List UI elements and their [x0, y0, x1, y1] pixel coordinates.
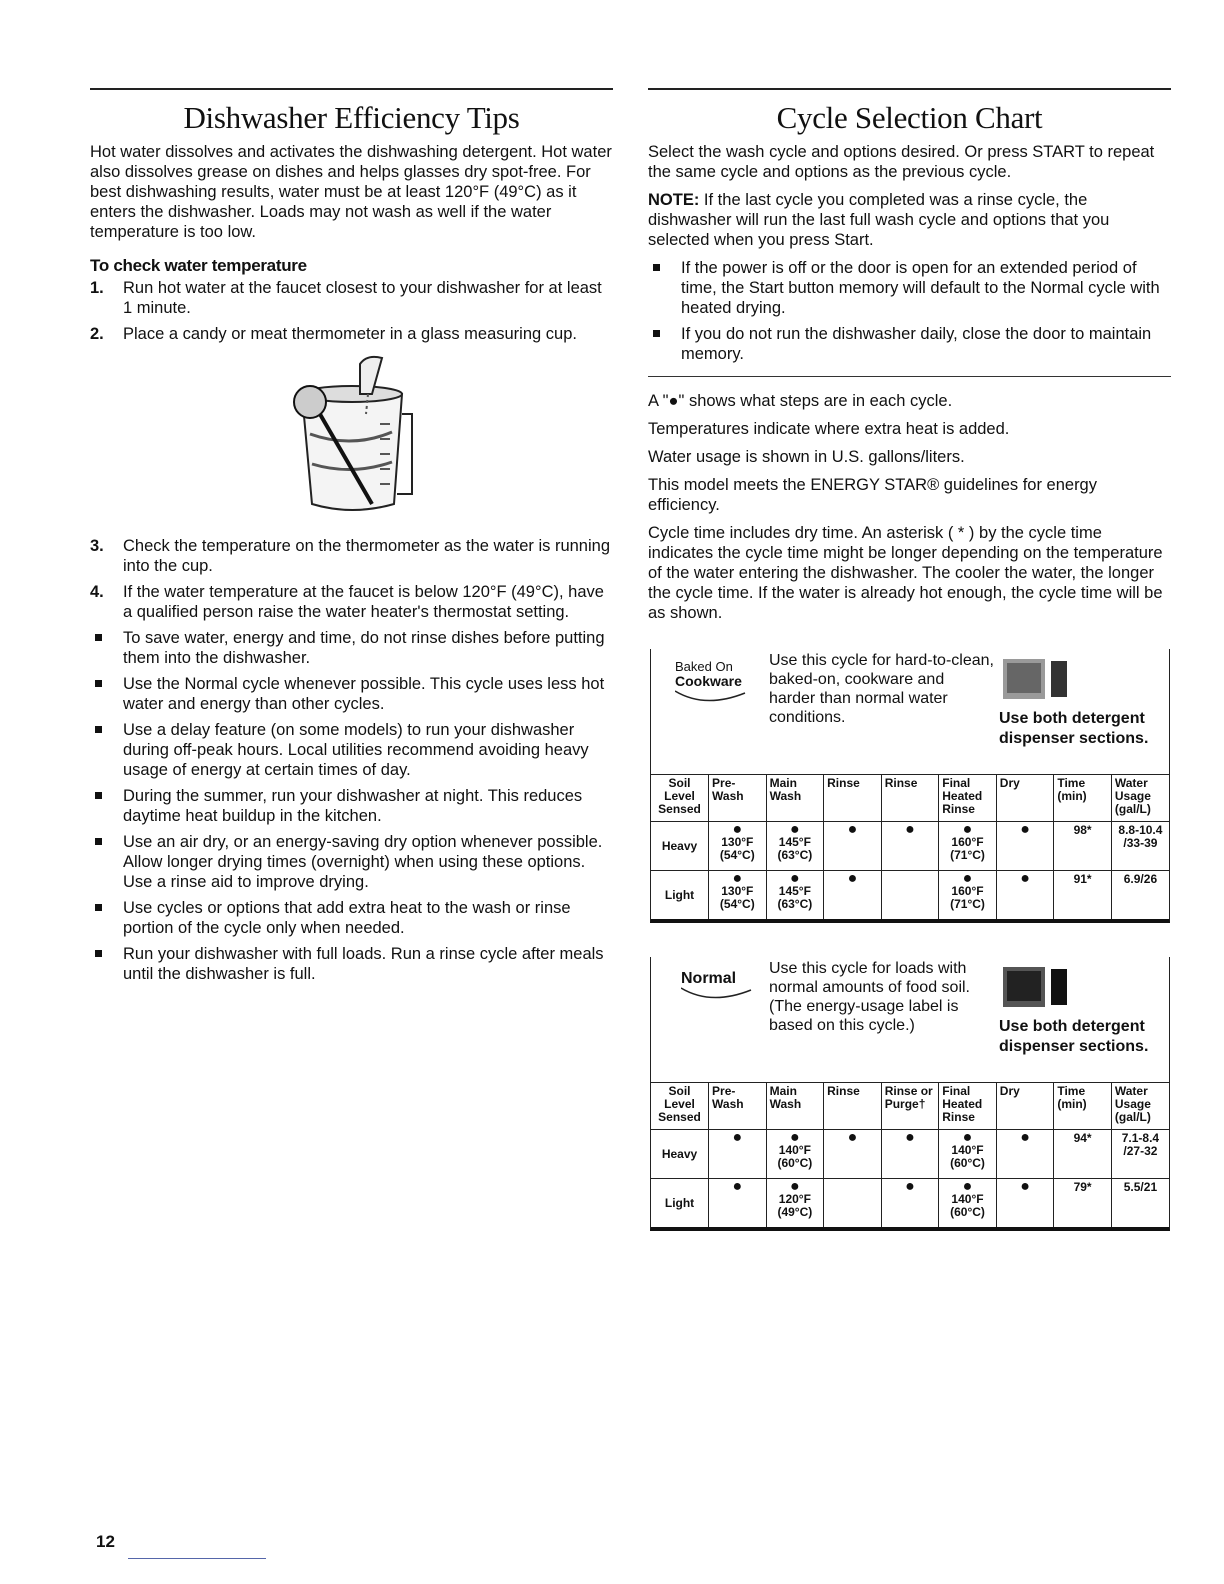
header-row: Soil Level Sensed Pre-Wash Main Wash Rinse Rinse Final Heated Rinse Dry Time (min) Water Usage (gal/L) [651, 775, 1169, 822]
bullet-item: During the summer, run your dishwasher at night. This reduces daytime heat buildup in the kitchen. [90, 786, 613, 826]
detergent-instruction: Use both detergent dispenser sections. [999, 710, 1149, 747]
swoosh-icon [675, 689, 755, 709]
bullet-item: Use the Normal cycle whenever possible. This cycle uses less hot water and energy than other cycles. [90, 674, 613, 714]
info-line: Water usage is shown in U.S. gallons/liters. [648, 448, 965, 466]
efficiency-bullets [90, 628, 613, 984]
cycle-description: Use this cycle for loads with normal amounts of food soil. (The energy-usage label is based on this cycle.) [769, 960, 970, 1034]
cycle-note: NOTE: If the last cycle you completed was a rinse cycle, the dishwasher will run the last full wash cycle and options that you selected when you press Start. [648, 191, 1110, 249]
table-row: Light ● ● 120°F (49°C) ● ● 140°F (60°C) ● 79* 5.5/21 [651, 1179, 1169, 1228]
cycle-name: Baked On Cookware [675, 659, 755, 712]
check-temperature-heading: To check water temperature [90, 256, 307, 275]
table-row: Heavy ● 130°F (54°C) ● 145°F (63°C) ● ● ● 160°F (71°C) ● 98* 8.8-10.4 /33-39 [651, 822, 1169, 871]
step-item: 4. If the water temperature at the faucet is below 120°F (49°C), have a qualified person raise the water heater's thermostat setting. [90, 583, 604, 621]
cycle-box-baked-on-cookware [650, 649, 1170, 923]
bullet-item: If you do not run the dishwasher daily, close the door to maintain memory. [648, 324, 1171, 364]
table-row: Light ● 130°F (54°C) ● 145°F (63°C) ● ● 160°F (71°C) ● 91* 6.9/26 [651, 871, 1169, 920]
detergent-dispenser-icon [1001, 655, 1071, 705]
swoosh-icon [681, 986, 761, 1006]
cycle-intro: Select the wash cycle and options desired. Or press START to repeat the same cycle and options as the previous cycle. [648, 143, 1155, 181]
info-line: Temperatures indicate where extra heat is added. [648, 420, 1010, 438]
bullet-item: Run your dishwasher with full loads. Run a rinse cycle after meals until the dishwasher is full. [90, 944, 613, 984]
cycle-table [651, 1082, 1169, 1227]
steps-list-a [90, 278, 613, 344]
top-rule-right [648, 88, 1171, 90]
page-number: 12 [96, 1532, 115, 1551]
cycle-description: Use this cycle for hard-to-clean, baked-on, cookware and harder than normal water conditions. [769, 652, 994, 726]
step-item: 3. Check the temperature on the thermometer as the water is running into the cup. [90, 537, 610, 575]
step-item: 2. Place a candy or meat thermometer in a glass measuring cup. [90, 325, 577, 343]
detergent-instruction: Use both detergent dispenser sections. [999, 1018, 1149, 1055]
bullet-item: To save water, energy and time, do not rinse dishes before putting them into the dishwasher. [90, 628, 613, 668]
cycle-chart-column [648, 88, 1171, 1231]
info-line: Cycle time includes dry time. An asterisk ( * ) by the cycle time indicates the cycle time might be longer depending on the temperature of the water entering the dishwasher. The cooler the water, the longer the cycle time. If the water is already hot enough, the cycle time will be as shown. [648, 524, 1163, 622]
step-item: 1. Run hot water at the faucet closest to your dishwasher for at least 1 minute. [90, 279, 602, 317]
bullet-item: Use an air dry, or an energy-saving dry option whenever possible. Allow longer drying times (overnight) when using these options. Use a rinse aid to improve drying. [90, 832, 613, 892]
bullet-item: Use a delay feature (on some models) to run your dishwasher during off-peak hours. Local utilities recommend avoiding heavy usage of energy at certain times of day. [90, 720, 613, 780]
bullet-item: Use cycles or options that add extra heat to the wash or rinse portion of the cycle only when needed. [90, 898, 613, 938]
cycle-box-normal [650, 957, 1170, 1231]
efficiency-tips-column [90, 88, 613, 990]
steps-list-b [90, 536, 613, 622]
info-line: A "●" shows what steps are in each cycle. [648, 392, 953, 410]
measuring-cup-illustration [272, 354, 432, 524]
section-divider [648, 376, 1171, 377]
top-rule-left [90, 88, 613, 90]
header-row: Soil Level Sensed Pre-Wash Main Wash Rinse Rinse or Purge† Final Heated Rinse Dry Time (min) Water Usage (gal/L) [651, 1083, 1169, 1130]
cycle-table [651, 774, 1169, 919]
memory-bullets [648, 258, 1171, 364]
cycle-chart-title: Cycle Selection Chart [776, 100, 1043, 135]
info-line: This model meets the ENERGY STAR® guidelines for energy efficiency. [648, 476, 1097, 514]
efficiency-intro: Hot water dissolves and activates the dishwashing detergent. Hot water also dissolves grease on dishes and helps glasses dry spot-free. For best dishwashing results, water must be at least 120°F (49°C) as it enters the dishwasher. Loads may not wash as well if the water temperature is too low. [90, 143, 612, 241]
detergent-dispenser-icon [1001, 963, 1071, 1013]
cycle-name: Normal [681, 971, 761, 1009]
efficiency-tips-title: Dishwasher Efficiency Tips [183, 100, 520, 135]
footer-rule [128, 1558, 266, 1559]
bullet-item: If the power is off or the door is open for an extended period of time, the Start button memory will default to the Normal cycle with heated drying. [648, 258, 1171, 318]
table-row: Heavy ● ● 140°F (60°C) ● ● ● 140°F (60°C) ● 94* 7.1-8.4 /27-32 [651, 1130, 1169, 1179]
